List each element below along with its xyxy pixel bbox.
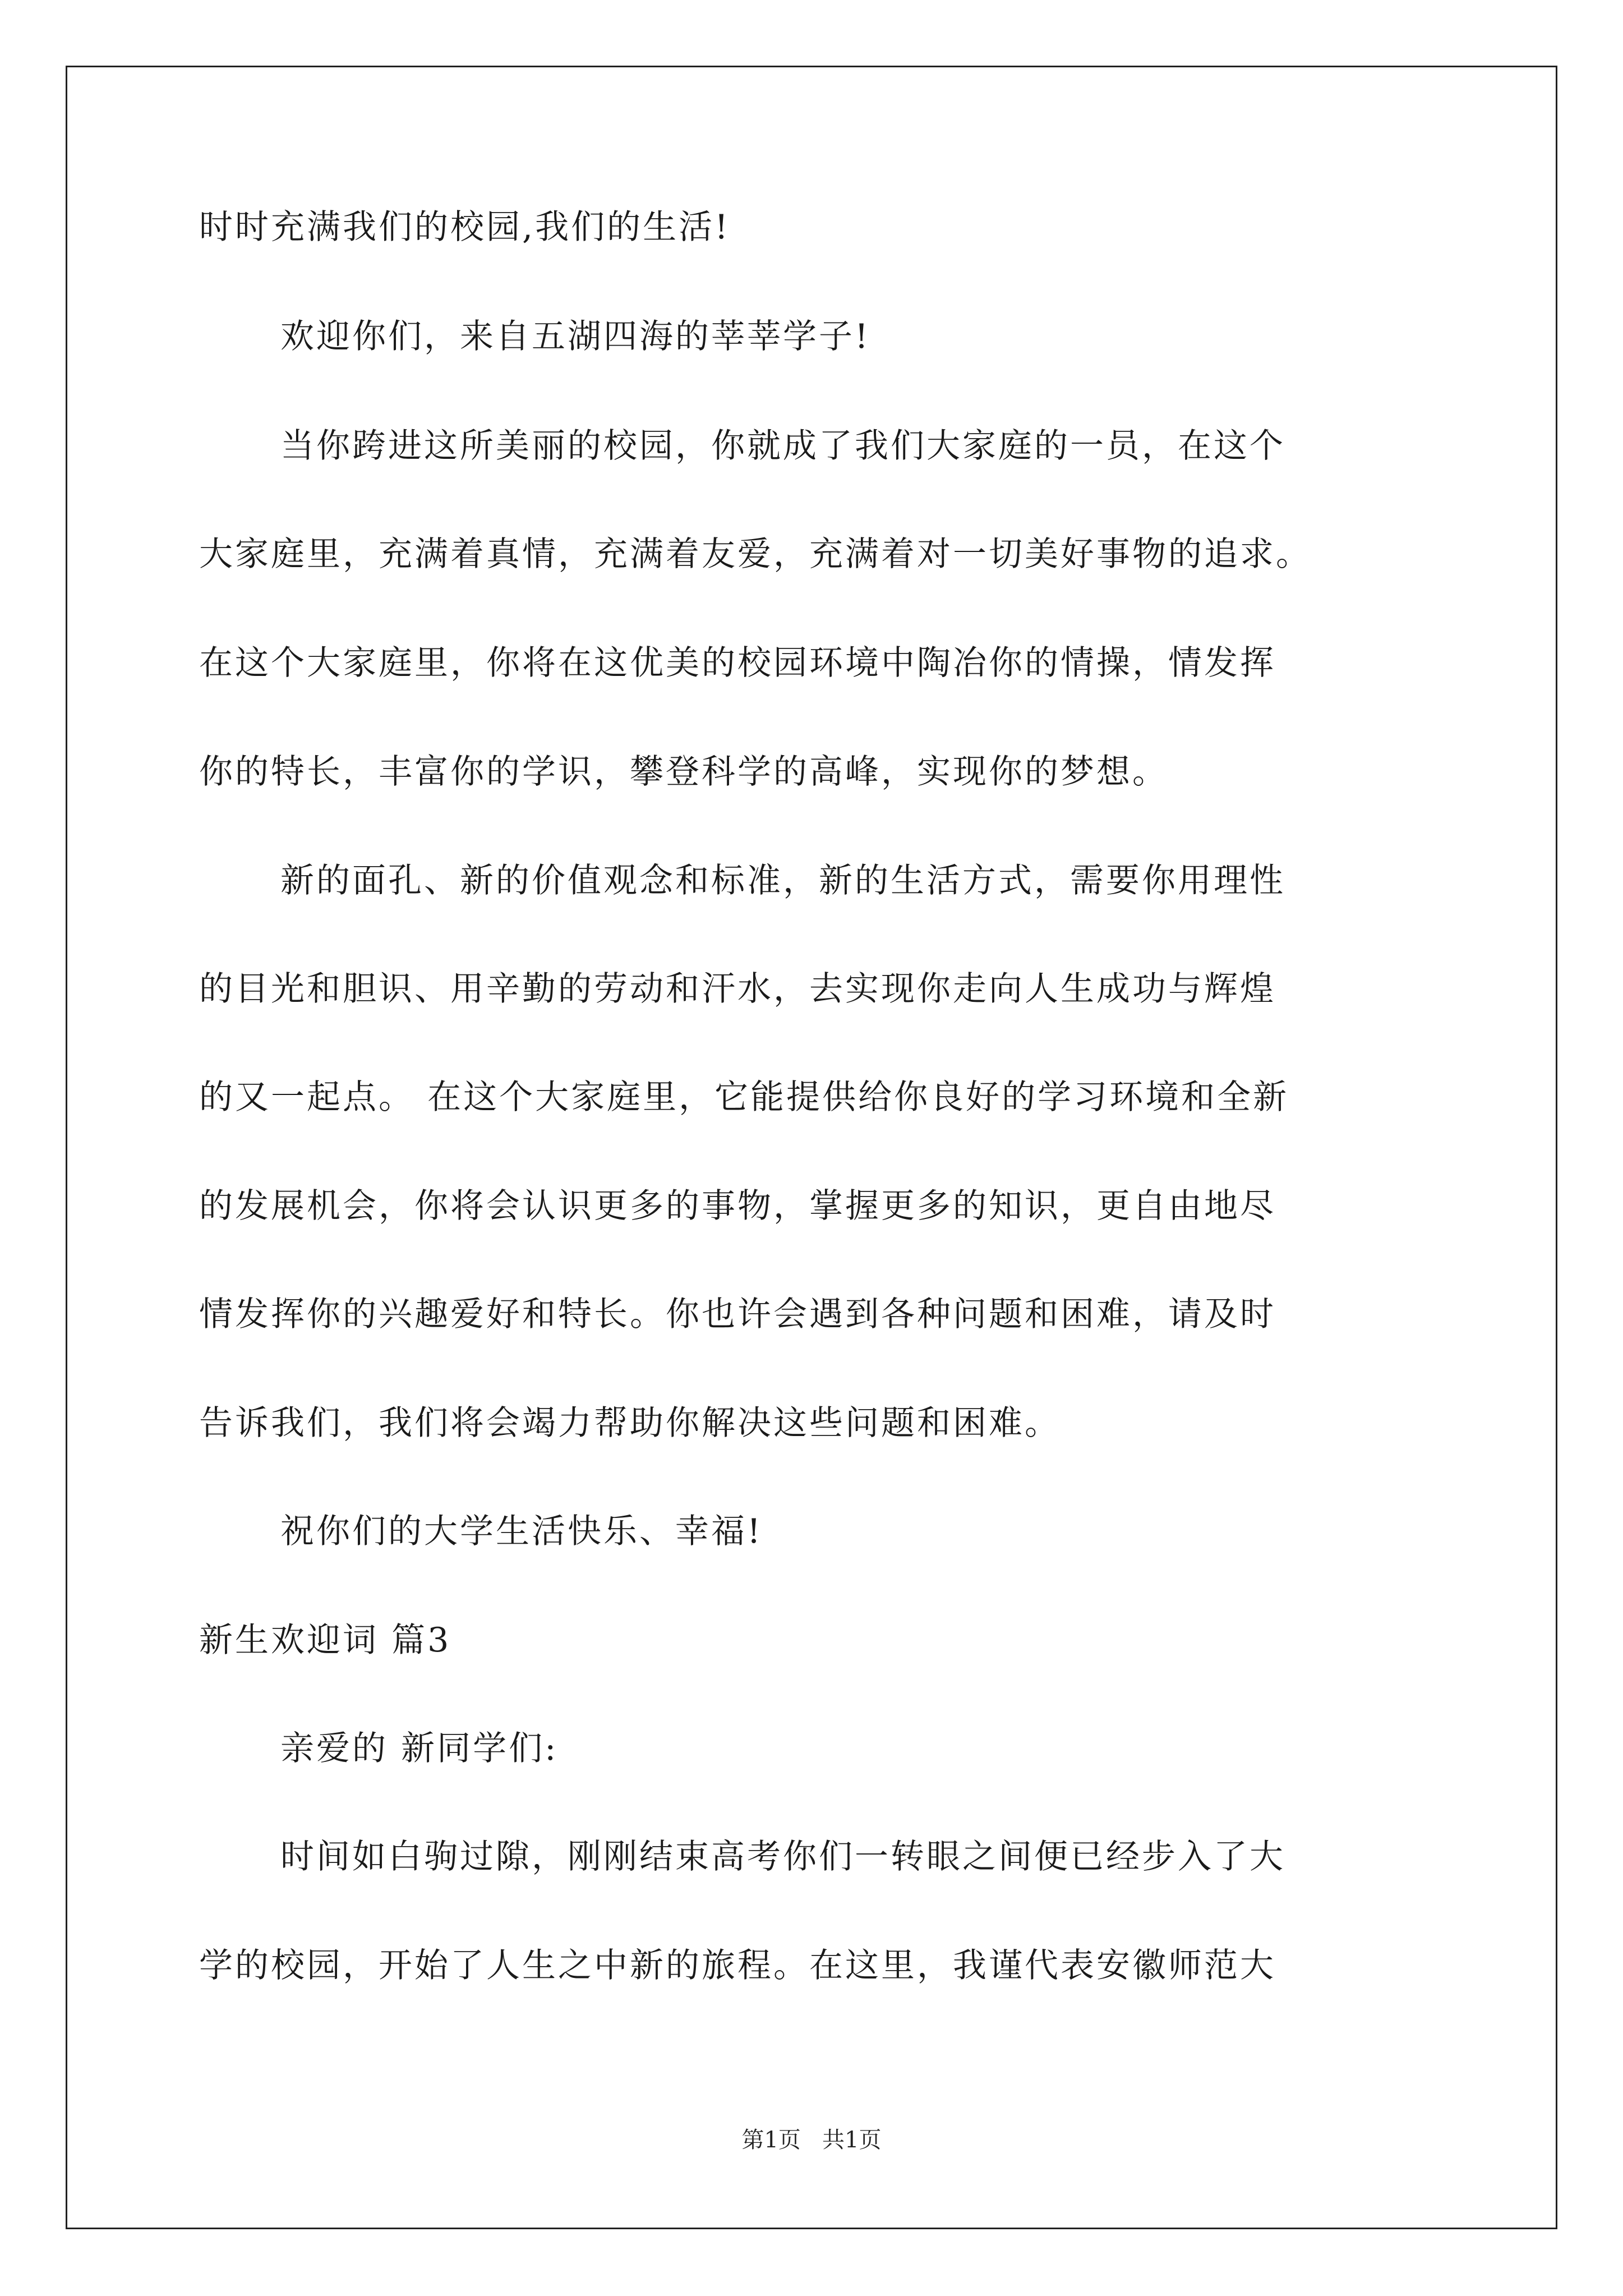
text-line: 新的面孔、新的价值观念和标准，新的生活方式，需要你用理性 [280, 861, 1285, 900]
text-line: 时时充满我们的校园,我们的生活! [199, 208, 731, 247]
text-line: 时间如白驹过隙，刚刚结束高考你们一转眼之间便已经步入了大 [280, 1837, 1285, 1876]
text-line: 你的特长，丰富你的学识，攀登科学的高峰，实现你的梦想。 [199, 752, 1168, 792]
text-line: 情发挥你的兴趣爱好和特长。你也许会遇到各种问题和困难，请及时 [199, 1295, 1276, 1334]
page-border [66, 66, 1557, 2229]
section-heading: 新生欢迎词 篇3 [199, 1621, 451, 1660]
text-line: 的目光和胆识、用辛勤的劳动和汗水，去实现你走向人生成功与辉煌 [199, 969, 1276, 1009]
text-line: 亲爱的 新同学们: [280, 1729, 559, 1768]
text-line: 在这个大家庭里，你将在这优美的校园环境中陶冶你的情操，情发挥 [199, 643, 1276, 683]
text-line: 当你跨进这所美丽的校园，你就成了我们大家庭的一员，在这个 [280, 426, 1285, 466]
text-line: 的又一起点。 在这个大家庭里，它能提供给你良好的学习环境和全新 [199, 1078, 1289, 1117]
text-line: 祝你们的大学生活快乐、幸福! [280, 1512, 763, 1551]
text-line: 学的校园，开始了人生之中新的旅程。在这里，我谨代表安徽师范大 [199, 1946, 1276, 1985]
text-line: 告诉我们，我们将会竭力帮助你解决这些问题和困难。 [199, 1404, 1061, 1443]
text-line: 的发展机会，你将会认识更多的事物，掌握更多的知识，更自由地尽 [199, 1186, 1276, 1226]
text-line: 欢迎你们，来自五湖四海的莘莘学子! [280, 317, 871, 356]
text-line: 大家庭里，充满着真情，充满着友爱，充满着对一切美好事物的追求。 [199, 535, 1312, 574]
page-number-footer: 第1页 共1页 [741, 2127, 882, 2153]
